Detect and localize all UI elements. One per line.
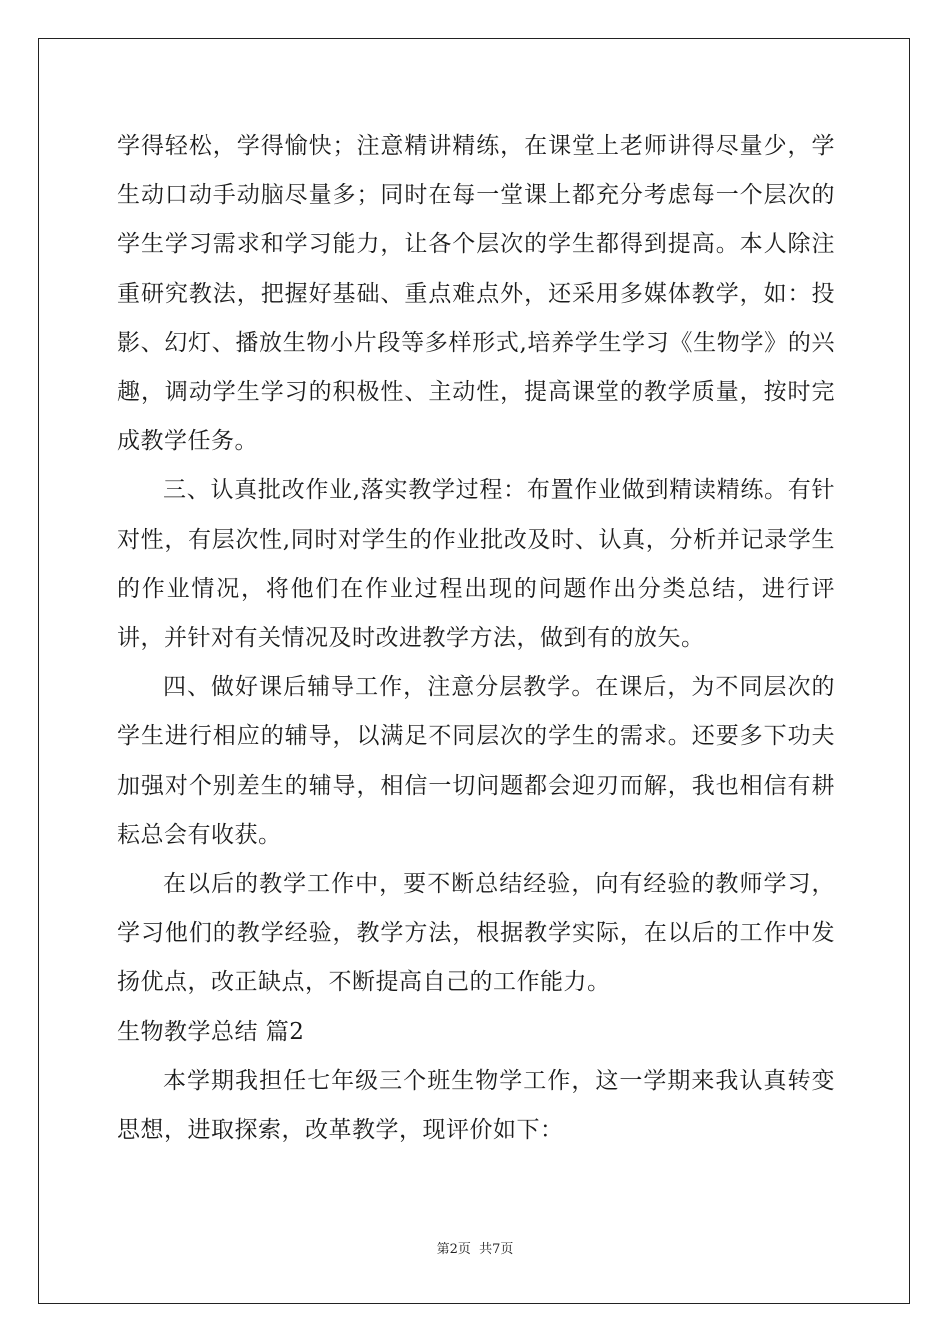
page-total: 共7页 [479,1242,514,1257]
section-heading: 生物教学总结 篇2 [117,1018,305,1045]
paragraph: 本学期我担任七年级三个班生物学工作，这一学期来我认真转变思想，进取探索，改革教学，现评价如下： [117,1067,835,1144]
page-number: 第2页 [436,1242,471,1257]
document-body [117,122,835,1155]
page-footer [0,1238,950,1257]
paragraph: 在以后的教学工作中，要不断总结经验，向有经验的教师学习，学习他们的教学经验，教学方法，根据教学实际，在以后的工作中发扬优点，改正缺点，不断提高自己的工作能力。 [117,871,835,996]
paragraph: 四、做好课后辅导工作，注意分层教学。在课后，为不同层次的学生进行相应的辅导，以满足不同层次的学生的需求。还要多下功夫加强对个别差生的辅导，相信一切问题都会迎刃而解，我也相信有耕耘总会有收获。 [117,674,835,848]
paragraph: 学得轻松，学得愉快；注意精讲精练，在课堂上老师讲得尽量少，学生动口动手动脑尽量多；同时在每一堂课上都充分考虑每一个层次的学生学习需求和学习能力，让各个层次的学生都得到提高。本人除注重研究教法，把握好基础、重点难点外，还采用多媒体教学，如：投影、幻灯、播放生物小片段等多样形式,培养学生学习《生物学》的兴趣，调动学生学习的积极性、主动性，提高课堂的教学质量，按时完成教学任务。 [117,133,835,455]
paragraph: 三、认真批改作业,落实教学过程：布置作业做到精读精练。有针对性，有层次性,同时对学生的作业批改及时、认真，分析并记录学生的作业情况，将他们在作业过程出现的问题作出分类总结，进行评讲，并针对有关情况及时改进教学方法，做到有的放矢。 [117,477,835,652]
